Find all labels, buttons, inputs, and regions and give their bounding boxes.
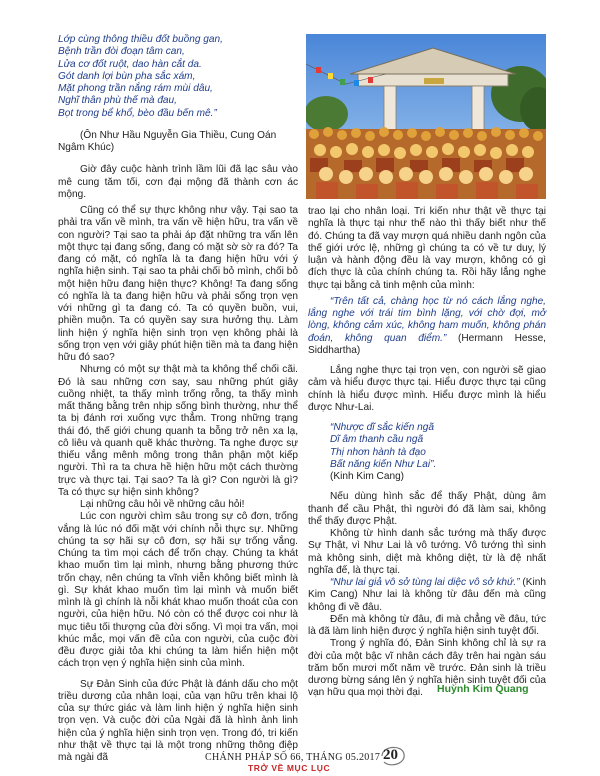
paragraph: Lắng nghe thực tại trọn vẹn, con người sẽ giao cảm và hiểu được thực tại. Hiểu được thực tại cũng chính là hiểu được mình. Hiểu được mình là hiểu được Như-Lai. xyxy=(308,365,546,413)
paragraph: Nếu dùng hình sắc để thấy Phật, dùng âm thanh để cầu Phật, thì người đó đã làm sai, không thể thấy được Phật. xyxy=(308,491,546,527)
quote-paragraph xyxy=(308,296,546,357)
page-number-badge xyxy=(376,742,412,770)
verse-citation: (Kinh Kim Cang) xyxy=(330,471,405,482)
paragraph: Cũng có thể sự thực không như vậy. Tại sao ta phải tra vấn về mình, tra vấn về hiện hữu, tra vấn về con người? Tại sao ta phải áp đặt những tra vấn lên một thực tại đang sống, đang có mặt sờ sờ ra đó? Ta đang có mặt, có nghĩa là ta đang hiện hữu với ý nghĩa hiện sinh. Tại sao ta phải chối bỏ mình, chối bỏ một hiện hữu đang hiện thực? Không! Ta đang sống có nghĩa là ta đang hiện hữu và phải sống trọn vẹn với những gì ta đang có. Ta có quyền buồn, vui, phiền muộn. Ta có quyền say sưa hưởng thụ. Làm linh hiện ý nghĩa hiện sinh trọn vẹn không phải là sống trọn vẹn với giây phút hiện tiền mà ta đang hiện hữu đó sao? xyxy=(58,205,298,364)
inline-quote-rest: (Kinh Kim Cang) Như lai là không từ đâu đến mà cũng không đi về đâu. xyxy=(308,577,546,613)
poem-line: Lớp cùng thông thiều đốt buồng gan, xyxy=(58,34,223,45)
paragraph xyxy=(308,577,546,614)
verse-line: Thị nhơn hành tà đạo xyxy=(330,446,426,458)
poem-excerpt xyxy=(58,34,298,120)
hesse-quote: “Trên tất cả, chàng học từ nó cách lắng nghe, lắng nghe với trái tim bình lặng, với chờ đợi, mở lòng, không cảm xúc, không ham muốn, không phán đoán, không quan điểm.” xyxy=(308,295,546,344)
kim-cang-verse xyxy=(308,422,546,471)
inline-quote: “Như lai giả vô sở tùng lai diệc vô sở khứ.” xyxy=(330,577,520,588)
page-number: 20 xyxy=(383,747,398,763)
poem-line: Lửa cơ đốt ruột, dao hàn cắt da. xyxy=(58,58,202,70)
paragraph: Trong ý nghĩa đó, Đản Sinh không chỉ là sự ra đời của một bậc vĩ nhân cách đây trên hai ngàn sáu trăm bốn mươi mốt năm về trước. Đản sinh là triều dương bừng sáng lên ý nghĩa hiện sinh tuyệt đối của vạn hữu qua mọi thời đại. xyxy=(308,638,546,699)
right-column xyxy=(308,206,546,700)
poem-line: Bệnh trần đòi đoạn tâm can, xyxy=(58,46,185,58)
paragraph: trao lại cho nhân loại. Tri kiến như thật về thực tại nghĩa là thực tại như thế nào thì thấy biết như thế đó. Chúng ta đã vay mượn quá nhiều danh ngôn của thế giới ước lệ, những gì chúng ta có về tư duy, lý luận và hành động đều là vay mượn, không có gì đích thực là của chính chúng ta. Rồi hãy lắng nghe thực tại bằng cả tinh mệnh của mình: xyxy=(308,206,546,291)
crowd xyxy=(306,127,546,199)
paragraph: Đến mà không từ đâu, đi mà chẳng về đâu, tức là đã làm linh hiện được ý nghĩa hiện sinh tuyệt đối. xyxy=(308,613,546,637)
verse-line: Dĩ âm thanh cầu ngã xyxy=(330,434,424,446)
monks-gathering-photo xyxy=(306,34,546,199)
verse-line: “Nhược dĩ sắc kiến ngã xyxy=(330,422,434,433)
back-to-contents-link[interactable]: TRỞ VỀ MỤC LỤC xyxy=(248,763,331,773)
left-column xyxy=(58,34,298,764)
poem-line: Gót danh lợi bùn pha sắc xám, xyxy=(58,70,196,82)
poem-line: Mặt phong trần nắng rám mùi dâu, xyxy=(58,83,213,94)
author-name: Huỳnh Kim Quang xyxy=(437,683,529,695)
poem-line: Nghĩ thân phù thế mà đau, xyxy=(58,95,177,107)
paragraph: Lại những câu hỏi về những câu hỏi! xyxy=(80,499,245,511)
poem-line: Bọt trong bể khổ, bèo đầu bến mê.” xyxy=(58,107,217,119)
paragraph: Nhưng có một sự thật mà ta không thể chối cãi. Đó là sau những cơn say, sau những phút giây cuồng nhiệt, ta thấy mình trống rỗng, ta thấy mình mất thăng bằng trên nhịp sống bình thường, như thể ta bị đánh rơi xuống vực thẳm. Trong những trạng thái đó, thế giới chung quanh ta bỗng trở nên xa lạ, cô liêu và quanh quẽ khác thường. Ta nghe được sự thiếu vắng mênh mông trong thân phận một kiếp người. Thì ra ta chưa hề hiện hữu một cách thường trực và thực tại. Tại sao? Ta là gì? Con người là gì? Ta có thực sự hiện sinh không? xyxy=(58,364,298,498)
paragraph: Lúc con người chìm sâu trong sự cô đơn, trống vắng là lúc nó đối mặt với chính nỗi thực sự. Những chúng ta sợ hãi sự cô đơn, sợ hãi sự trống vắng. Chúng ta tìm mọi cách để trốn chạy. Chúng ta khát khao muốn tìm lại mình, nhưng bằng phương thức trốn chạy, nên chúng ta vĩnh viễn không biết mình là gì. Sự khát khao muốn tìm lại mình và muốn biết mình là gì chính là nỗi khát khao muốn thoát của con người, của hiện hữu. Nó còn có thể được coi như là mục tiêu tối thượng của đời sống. Vì mọi tra vấn, mọi khúc mắc, mọi vấn đề của con người, của cuộc đời đều được giải tỏa khi chúng ta làm hiển hiện một cách trọn vẹn ý nghĩa hiện sinh của mình. xyxy=(58,511,298,670)
issue-footer: CHÁNH PHÁP SỐ 66, THÁNG 05.2017 xyxy=(205,752,381,763)
hesse-citation: (Hermann Hesse, Siddhartha) xyxy=(308,332,546,356)
paragraph: Sự Đản Sinh của đức Phật là đánh dấu cho một triều dương của nhân loại, của vạn hữu trên khai lộ của sự thức giác và làm linh hiện ý nghĩa hiện sinh trọn vẹn. Và cuộc đời của Ngài đã là hình ảnh linh hiện của ý nghĩa hiện sinh trọn vẹn. Trong đó, tri kiến như thật về thực tại là một trong những thông điệp mà ngài đã xyxy=(58,678,298,764)
paragraph: Giờ đây cuộc hành trình lầm lũi đã lạc sâu vào mê cung tăm tối, cơn đại mộng đã thành cơn ác mộng. xyxy=(58,164,298,200)
photo-illustration xyxy=(306,34,546,199)
verse-line: Bất năng kiến Như Lai”. xyxy=(330,458,437,470)
paragraph: Không từ hình danh sắc tướng mà thấy được Sự Thật, vì Như Lai là vô tướng. Vô tướng thì sinh mà không sinh, diệt mà không diệt, từ là đệ nhất nghĩa đế, là thực tại. xyxy=(308,528,546,576)
poem-citation: (Ôn Như Hầu Nguyễn Gia Thiều, Cung Oán Ngâm Khúc) xyxy=(58,129,277,154)
